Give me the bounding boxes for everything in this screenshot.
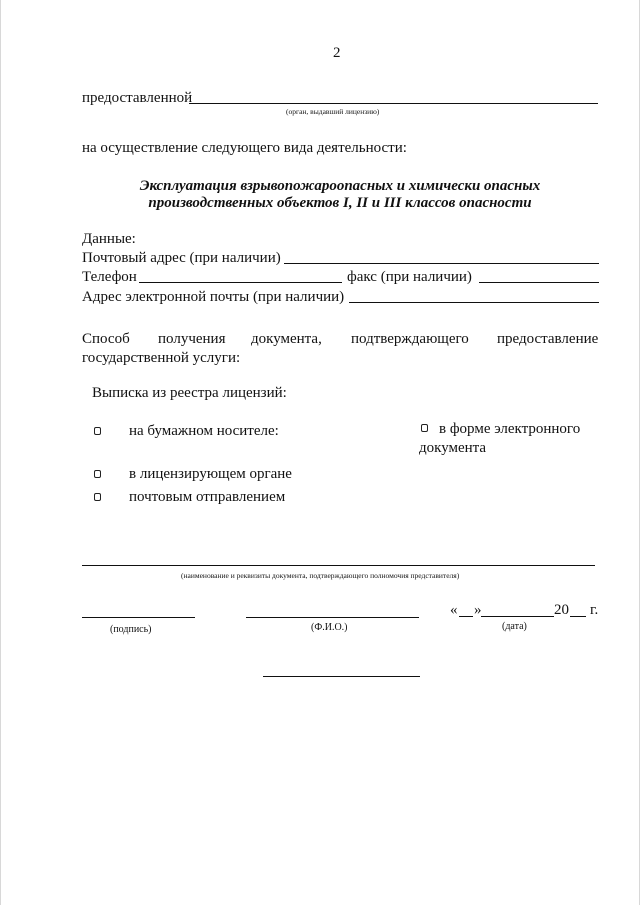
contacts-heading: Данные: xyxy=(82,231,136,247)
registry-extract-label: Выписка из реестра лицензий: xyxy=(92,385,287,401)
licensor-label: предоставленной xyxy=(82,90,193,106)
date-quote-close: » xyxy=(474,602,482,618)
licensor-field[interactable] xyxy=(189,103,598,104)
bottom-separator xyxy=(263,676,420,677)
by-mail-checkbox[interactable] xyxy=(94,493,101,501)
delivery-word-2: получения xyxy=(158,331,226,347)
date-year-field[interactable] xyxy=(570,616,586,617)
activity-title-line-1: Эксплуатация взрывопожароопасных и химически опасных xyxy=(139,178,541,194)
full-name-hint: (Ф.И.О.) xyxy=(311,622,348,633)
fax-label: факс (при наличии) xyxy=(347,269,472,285)
activity-title-line-2: производственных объектов I, II и III классов опасности xyxy=(148,195,532,211)
delivery-word-4: подтверждающего xyxy=(351,331,469,347)
full-name-field[interactable] xyxy=(246,617,419,618)
email-label: Адрес электронной почты (при наличии) xyxy=(82,289,345,305)
page-number: 2 xyxy=(333,45,341,61)
delivery-line-2: государственной услуги: xyxy=(82,350,241,366)
authority-document-field[interactable] xyxy=(82,565,595,566)
in-office-option-label: в лицензирующем органе xyxy=(129,466,292,482)
date-hint: (дата) xyxy=(502,621,527,632)
signature-hint: (подпись) xyxy=(110,624,152,635)
in-office-checkbox[interactable] xyxy=(94,470,101,478)
paper-option-label: на бумажном носителе: xyxy=(129,423,279,439)
electronic-option-label-1: в форме электронного xyxy=(439,421,581,437)
signature-field[interactable] xyxy=(82,617,195,618)
delivery-word-3: документа, xyxy=(251,331,322,347)
postal-address-field[interactable] xyxy=(284,263,599,264)
postal-address-label: Почтовый адрес (при наличии) xyxy=(82,250,281,266)
delivery-word-5: предоставление xyxy=(497,331,599,347)
electronic-checkbox[interactable] xyxy=(421,424,428,432)
date-year-suffix: г. xyxy=(590,602,599,618)
authority-document-hint: (наименование и реквизиты документа, подтверждающего полномочия представителя) xyxy=(181,571,460,580)
delivery-word-1: Способ xyxy=(82,331,130,347)
activity-intro: на осуществление следующего вида деятельности: xyxy=(82,140,407,156)
date-quote-open: « xyxy=(450,602,458,618)
electronic-option-label-2: документа xyxy=(419,440,487,456)
fax-field[interactable] xyxy=(479,282,599,283)
date-month-field[interactable] xyxy=(481,616,554,617)
email-field[interactable] xyxy=(349,302,599,303)
licensor-hint: (орган, выдавший лицензию) xyxy=(286,107,380,116)
paper-checkbox[interactable] xyxy=(94,427,101,435)
page-edge-left xyxy=(0,0,1,905)
phone-field[interactable] xyxy=(139,282,342,283)
phone-label: Телефон xyxy=(82,269,137,285)
date-day-field[interactable] xyxy=(459,616,473,617)
by-mail-option-label: почтовым отправлением xyxy=(129,489,286,505)
date-year-prefix: 20 xyxy=(554,602,569,618)
